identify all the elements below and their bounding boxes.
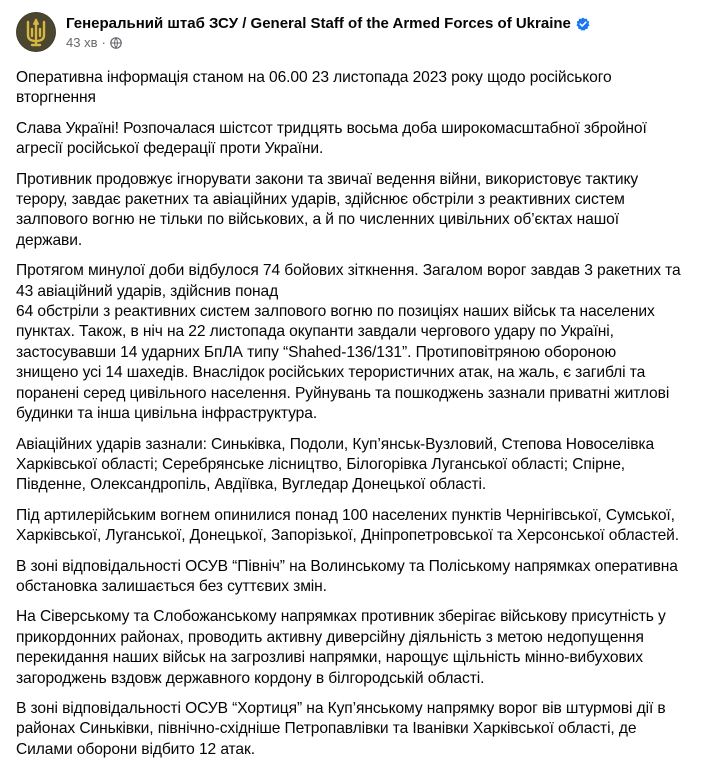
post-paragraph: В зоні відповідальності ОСУВ “Хортиця” на Куп’янському напрямку ворог вів штурмові дії в районах Синьківки, північно-східніше Петропавлівки та Іванівки Харківської області, де Силами оборони відбито 12 атак. [16, 699, 666, 758]
post-meta [66, 34, 590, 52]
post-paragraph: На Сіверському та Слобожанському напрямках противник зберігає військову присутність у прикордонних районах, проводить активну диверсійну діяльність з метою недопущення перекидання наших військ на загрозливі напрямки, нарощує щільність мінно-вибухових загороджень вздовж державного кордону в білгородській області. [16, 608, 666, 687]
post-body [16, 68, 696, 760]
header-text [66, 12, 590, 52]
post-paragraph: Під артилерійським вогнем опинилися понад 100 населених пунктів Чернігівської, Сумської, Харківської, Луганської, Донецької, Запорізької, Дніпропетровської та Херсонської областей. [16, 506, 680, 545]
post-header [16, 0, 696, 60]
verified-badge-icon [576, 17, 590, 31]
post-paragraph: Слава Україні! Розпочалася шістсот тридцять восьма доба широкомасштабної збройної агресії російської федерації проти України. [16, 119, 647, 158]
post-timestamp-link[interactable]: 43 хв [66, 35, 98, 50]
post-paragraph-title: Оперативна інформація станом на 06.00 23 листопада 2023 року щодо російського вторгнення [16, 69, 612, 107]
post-paragraph: Авіаційних ударів зазнали: Синьківка, Подоли, Куп’янськ-Вузловий, Степова Новоселівка Харківської області; Серебрянське лісництво, Білогорівка Луганської області; Спірне, Південне, Олександропіль, Авдіївка, Вугледар Донецької області. [16, 435, 655, 494]
post-paragraph: Протягом минулої доби відбулося 74 бойових зіткнення. Загалом ворог завдав 3 ракетних та 43 авіаційний ударів, здійснив понад 64 обстріли з реактивних систем залпового вогню по позиціях наших військ та населених пунктах. Також, в ніч на 22 листопада окупанти завдали чергового удару по Україні, застосувавши 14 ударних БпЛА типу “Shahed-136/131”. Протиповітряною обороною знищено усі 14 шахедів. Внаслідок російських терористичних атак, на жаль, є загиблі та поранені серед цивільного населення. Руйнувань та пошкоджень зазнали приватні житлові будинки та інша цивільна інфраструктура. [16, 262, 681, 423]
author-name-link[interactable]: Генеральний штаб ЗСУ / General Staff of the Armed Forces of Ukraine [66, 15, 571, 32]
trident-emblem-icon[interactable] [16, 12, 56, 52]
post-paragraph: В зоні відповідальності ОСУВ “Північ” на Волинському та Поліському напрямках оперативна обстановка залишається без суттєвих змін. [16, 557, 678, 595]
meta-separator: · [101, 35, 106, 50]
author-row [66, 14, 590, 33]
post-paragraph: Противник продовжує ігнорувати закони та звичаї ведення війни, використовує тактику терору, завдає ракетних та авіаційних ударів, здійснює обстріли з реактивних систем залпового вогню не тільки по військових, а й по численних цивільних об’єктах нашої держави. [16, 170, 639, 249]
globe-icon[interactable] [110, 37, 122, 49]
